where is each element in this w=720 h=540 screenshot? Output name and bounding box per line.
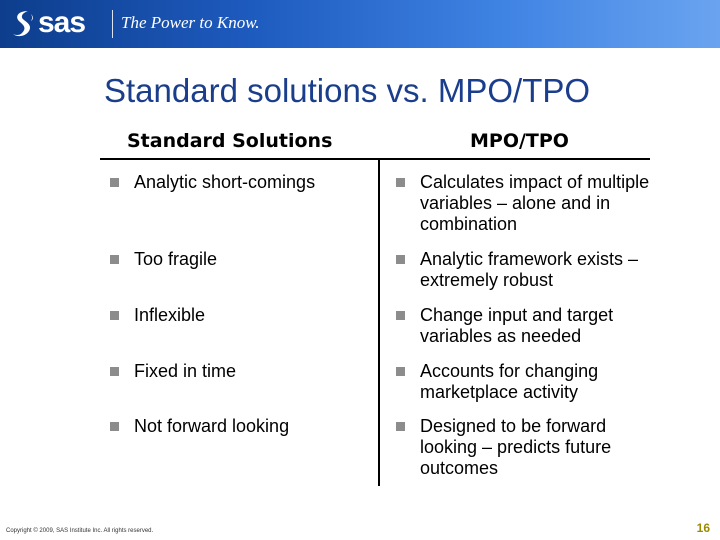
right-bullet-text: Analytic framework exists – extremely robust — [420, 249, 639, 290]
page-number: 16 — [696, 521, 710, 535]
bullet-square-icon — [110, 255, 119, 264]
left-bullet-text: Fixed in time — [134, 361, 237, 381]
right-bullet-item — [396, 361, 656, 403]
bullet-square-icon — [110, 311, 119, 320]
left-bullet-text: Inflexible — [134, 305, 206, 325]
right-bullet-item — [396, 305, 656, 347]
right-bullet-item — [396, 416, 656, 479]
right-bullet-text: Change input and target variables as needed — [420, 305, 614, 346]
column-divider — [378, 160, 380, 486]
left-bullet-item — [110, 172, 370, 193]
right-column-header: MPO/TPO — [470, 130, 569, 152]
sas-logo-text: sas — [38, 6, 86, 39]
left-bullet-item — [110, 249, 370, 270]
tagline: The Power to Know. — [121, 13, 260, 32]
right-bullet-item — [396, 172, 656, 235]
left-bullet-text: Analytic short-comings — [134, 172, 316, 192]
copyright-notice: Copyright © 2009, SAS Institute Inc. All rights reserved. — [6, 528, 154, 534]
banner-divider — [112, 10, 113, 38]
bullet-square-icon — [110, 367, 119, 376]
bullet-square-icon — [396, 422, 405, 431]
header-rule — [100, 158, 650, 160]
left-column-header: Standard Solutions — [127, 130, 333, 152]
left-bullet-item — [110, 305, 370, 326]
right-bullet-text: Calculates impact of multiple variables – alone and in combination — [420, 172, 650, 234]
left-bullet-item — [110, 361, 370, 382]
bullet-square-icon — [396, 311, 405, 320]
sas-swirl-icon — [10, 8, 36, 38]
left-bullet-item — [110, 416, 370, 437]
right-bullet-text: Accounts for changing marketplace activity — [420, 361, 599, 402]
bullet-square-icon — [396, 178, 405, 187]
right-bullet-item — [396, 249, 656, 291]
bullet-square-icon — [396, 367, 405, 376]
right-bullet-text: Designed to be forward looking – predicts future outcomes — [420, 416, 612, 478]
left-bullet-text: Too fragile — [134, 249, 218, 269]
bullet-square-icon — [396, 255, 405, 264]
header-banner — [0, 0, 720, 48]
sas-logo — [10, 5, 85, 41]
slide-title: Standard solutions vs. MPO/TPO — [104, 72, 591, 109]
left-bullet-text: Not forward looking — [134, 416, 290, 436]
bullet-square-icon — [110, 178, 119, 187]
bullet-square-icon — [110, 422, 119, 431]
